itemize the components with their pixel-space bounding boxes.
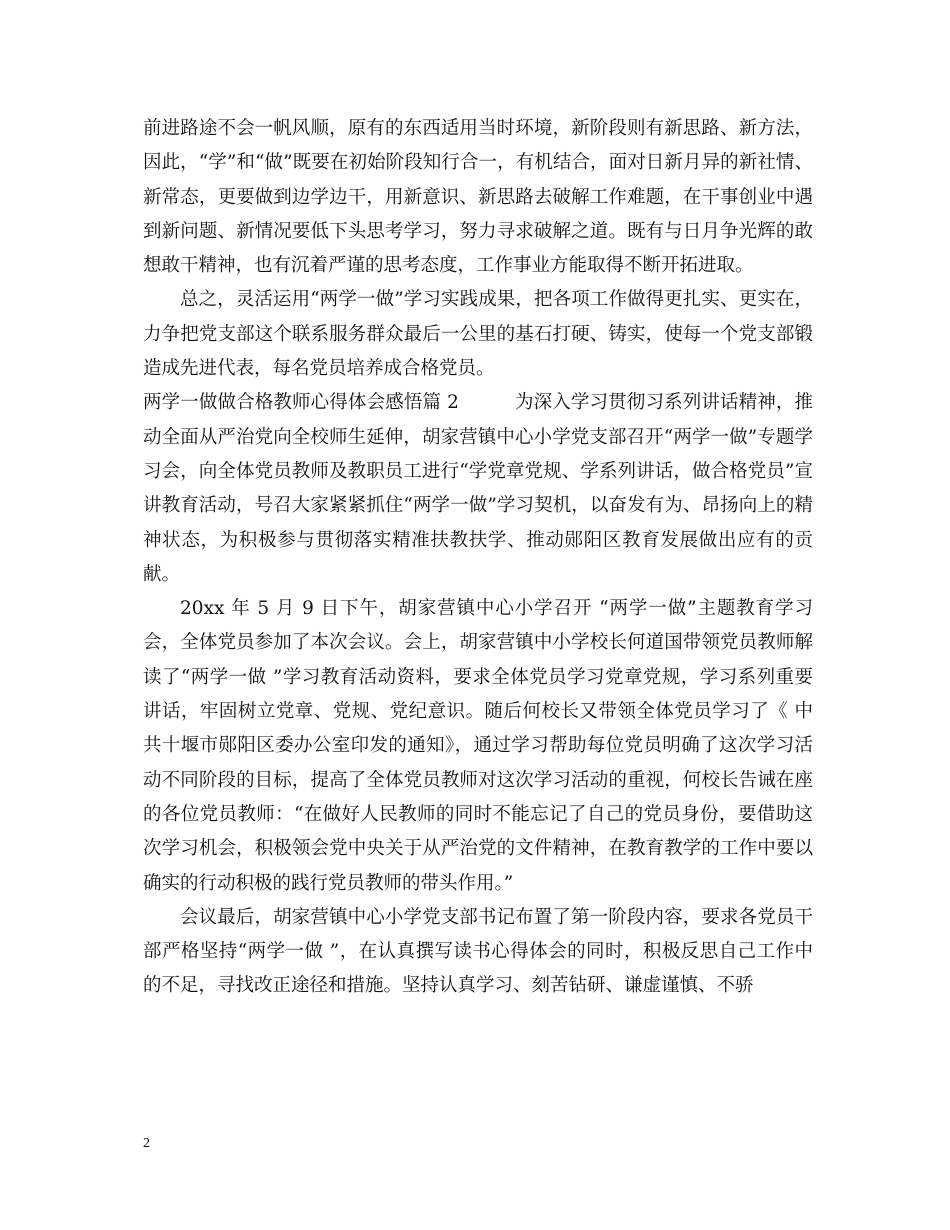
- paragraph-text: 为深入学习贯彻习系列讲话精神，推动全面从严治党向全校师生延伸，胡家营镇中心小学党支部召开“两学一做”专题学习会，向全体党员教师及教职员工进行“学党章党规、学系列讲话，做合格党员”宣讲教育活动，号召大家紧紧抓住“两学一做”学习契机，以奋发有为、昂扬向上的精神状态，为积极参与贯彻落实精准扶教扶学、推动郧阳区教育发展做出应有的贡献。: [143, 392, 813, 585]
- paragraph: 会议最后，胡家营镇中心小学党支部书记布置了第一阶段内容，要求各党员干部严格坚持“两学一做 ”，在认真撰写读书心得体会的同时，积极反思自己工作中的不足，寻找改正途径和措施。坚持认真学习、刻苦钻研、谦虚谨慎、不骄: [143, 906, 813, 997]
- page-number: 2: [143, 1136, 150, 1151]
- document-body: [143, 112, 813, 1004]
- paragraph: 总之，灵活运用“两学一做”学习实践成果，把各项工作做得更扎实、更实在，力争把党支部这个联系服务群众最后一公里的基石打硬、铸实，使每一个党支部锻造成先进代表，每名党员培养成合格党员。: [143, 289, 813, 380]
- section-heading: 两学一做做合格教师心得体会感悟篇 2: [143, 392, 459, 414]
- paragraph: 前进路途不会一帆风顺，原有的东西适用当时环境，新阶段则有新思路、新方法，因此，“学”和“做”既要在初始阶段知行合一，有机结合，面对日新月异的新社情、新常态，更要做到边学边干，用新意识、新思路去破解工作难题，在干事创业中遇到新问题、新情况要低下头思考学习，努力寻求破解之道。既有与日月争光辉的敢想敢干精神，也有沉着严谨的思考态度，工作事业方能取得不断开拓进取。: [143, 118, 813, 277]
- paragraph-with-heading: [143, 386, 813, 592]
- paragraph: 20xx 年 5 月 9 日下午，胡家营镇中心小学召开 “两学一做”主题教育学习会，全体党员参加了本次会议。会上，胡家营镇中小学校长何道国带领党员教师解读了“两学一做 ”学习教育活动资料，要求全体党员学习党章党规，学习系列重要讲话，牢固树立党章、党规、党纪意识。随后何校长又带领全体党员学习了《 中共十堰市郧阳区委办公室印发的通知》，通过学习帮助每位党员明确了这次学习活动不同阶段的目标，提高了全体党员教师对这次学习活动的重视，何校长告诫在座的各位党员教师：“在做好人民教师的同时不能忘记了自己的党员身份，要借助这次学习机会，积极领会党中央关于从严治党的文件精神，在教育教学的工作中要以确实的行动积极的践行党员教师的带头作用。”: [143, 598, 813, 894]
